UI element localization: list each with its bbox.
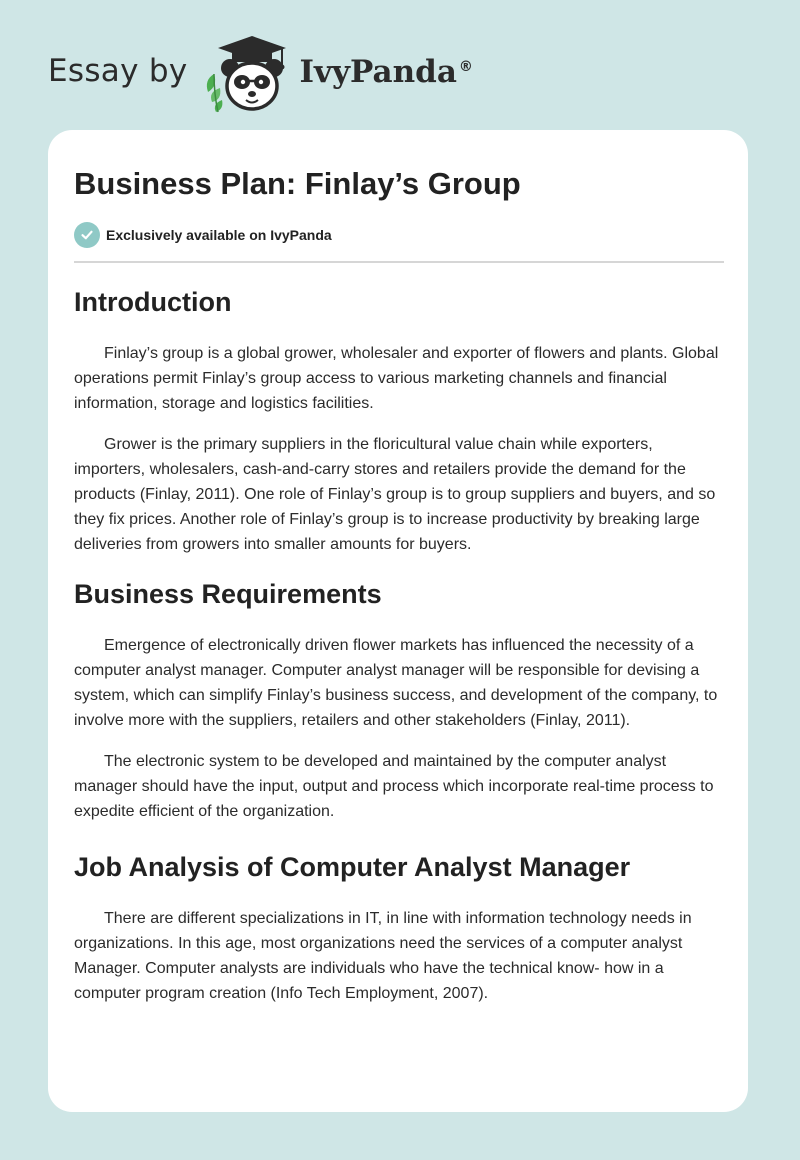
paragraph: The electronic system to be developed and maintained by the computer analyst manager should have the input, output and process which incorporate real-time process to expedite efficient of the organization.	[74, 753, 714, 820]
paragraph: There are different specializations in IT, in line with information technology needs in organizations. In this age, most organizations need the services of a computer analyst Manager. Computer analysts are individuals who have the technical know- how in a computer program creation (Info Tech Employment, 2007).	[74, 910, 692, 1002]
paragraph: Emergence of electronically driven flower markets has influenced the necessity of a computer analyst manager. Computer analyst manager will be responsible for devising a system, which can simplify Finlay’s business success, and development of the company, to involve more with the suppliers, retailers and other stakeholders (Finlay, 2011).	[74, 637, 718, 729]
brand-prefix: Essay by	[48, 53, 188, 89]
essay-card	[48, 130, 748, 1112]
paragraph: Finlay’s group is a global grower, wholesaler and exporter of flowers and plants. Global operations permit Finlay’s group access to various marketing channels and financial information, storage and logistics facilities.	[74, 345, 719, 412]
page-title: Business Plan: Finlay’s Group	[74, 166, 521, 201]
section-heading-introduction: Introduction	[74, 287, 232, 317]
check-icon	[74, 222, 100, 248]
exclusive-badge	[74, 222, 724, 248]
essay-content	[74, 164, 724, 1006]
panda-logo-icon	[202, 34, 294, 114]
section-heading-business-requirements: Business Requirements	[74, 579, 382, 609]
registered-mark: ®	[458, 58, 473, 75]
section-heading-job-analysis: Job Analysis of Computer Analyst Manager	[74, 852, 631, 882]
brand-header	[48, 34, 473, 114]
divider	[74, 261, 724, 263]
brand-name: IvyPanda ®	[299, 54, 473, 90]
badge-label: Exclusively available on IvyPanda	[106, 227, 332, 243]
paragraph: Grower is the primary suppliers in the floricultural value chain while exporters, importers, wholesalers, cash-and-carry stores and retailers provide the demand for the products (Finlay, 2011). One role of Finlay’s group is to group suppliers and buyers, and so they fix prices. Another role of Finlay’s group is to increase productivity by breaking large deliveries from growers into smaller amounts for buyers.	[74, 436, 716, 553]
